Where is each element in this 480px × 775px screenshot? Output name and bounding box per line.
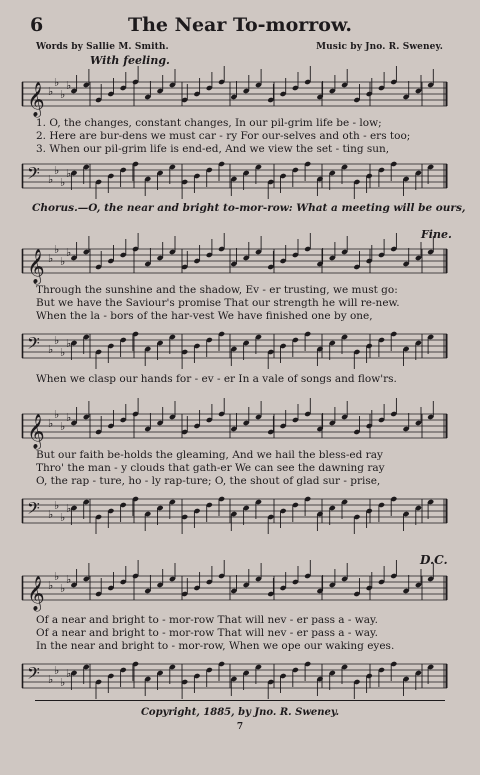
lyric-line-verse-3: O, the rap - ture, ho - ly rap-ture; O, the shout of glad sur - prise, bbox=[36, 475, 381, 487]
svg-text:♭: ♭ bbox=[60, 88, 66, 101]
svg-text:𝄢: 𝄢 bbox=[27, 333, 40, 357]
svg-text:𝄢: 𝄢 bbox=[27, 663, 40, 687]
song-title: The Near To-morrow. bbox=[127, 14, 353, 36]
bass-staff-system-2 bbox=[22, 330, 447, 363]
treble-staff-drawing bbox=[22, 243, 447, 284]
lyric-line-verse-2: 2. Here are bur-dens we must car - ry For our-selves and oth - ers too; bbox=[36, 130, 411, 142]
chorus-lyric-line: When we clasp our hands for - ev - er In a vale of songs and flow'rs. bbox=[36, 373, 397, 385]
svg-text:♭: ♭ bbox=[48, 673, 54, 686]
treble-staff-drawing bbox=[22, 76, 447, 117]
bass-staff-drawing bbox=[22, 330, 447, 363]
svg-text:♭: ♭ bbox=[54, 408, 60, 421]
svg-text:♭: ♭ bbox=[66, 502, 72, 515]
treble-staff-system-1 bbox=[22, 76, 447, 117]
svg-text:♭: ♭ bbox=[54, 499, 60, 512]
lyric-line-verse-2: But we have the Saviour's promise That our strength he will re-new. bbox=[36, 297, 400, 309]
bass-staff-drawing bbox=[22, 495, 447, 528]
svg-text:♭: ♭ bbox=[48, 417, 54, 430]
lyric-line-verse-1: Through the sunshine and the shadow, Ev - er trusting, we must go: bbox=[36, 284, 398, 296]
svg-text:♭: ♭ bbox=[48, 343, 54, 356]
svg-text:♭: ♭ bbox=[66, 411, 72, 424]
lyric-line-verse-1: But our faith be-holds the gleaming, And we hail the bless-ed ray bbox=[36, 449, 383, 461]
svg-text:♭: ♭ bbox=[54, 76, 60, 89]
svg-text:𝄞: 𝄞 bbox=[27, 82, 45, 117]
chorus-lyric-line bbox=[32, 202, 466, 214]
lyric-line-verse-1: Of a near and bright to - mor-row That will nev - er pass a - way. bbox=[36, 614, 378, 626]
svg-text:𝄞: 𝄞 bbox=[27, 249, 45, 284]
svg-text:♭: ♭ bbox=[48, 508, 54, 521]
svg-text:♭: ♭ bbox=[48, 85, 54, 98]
chorus-text: —O, the near and bright to-mor-row: What a meeting will be ours, bbox=[77, 202, 466, 214]
svg-text:♭: ♭ bbox=[66, 79, 72, 92]
bass-staff-system-3 bbox=[22, 495, 447, 528]
svg-text:♭: ♭ bbox=[60, 420, 66, 433]
treble-staff-drawing bbox=[22, 408, 447, 449]
svg-text:♭: ♭ bbox=[60, 582, 66, 595]
svg-text:♭: ♭ bbox=[60, 176, 66, 189]
svg-text:♭: ♭ bbox=[54, 243, 60, 256]
lyric-line-verse-3: 3. When our pil-grim life is end-ed, And we view the set - ting sun, bbox=[36, 143, 390, 155]
lyric-line-verse-3: When the la - bors of the har-vest We have finished one by one, bbox=[36, 310, 373, 322]
tempo-marking: With feeling. bbox=[90, 54, 170, 67]
music-credit: Music by Jno. R. Sweney. bbox=[316, 42, 443, 52]
dc-marking: D.C. bbox=[420, 553, 448, 567]
svg-text:♭: ♭ bbox=[54, 570, 60, 583]
svg-text:♭: ♭ bbox=[66, 337, 72, 350]
folio-number: 7 bbox=[236, 722, 244, 732]
svg-text:♭: ♭ bbox=[66, 573, 72, 586]
svg-text:𝄢: 𝄢 bbox=[27, 163, 40, 187]
svg-text:♭: ♭ bbox=[60, 676, 66, 689]
svg-text:♭: ♭ bbox=[66, 246, 72, 259]
svg-text:♭: ♭ bbox=[48, 579, 54, 592]
bass-staff-system-4 bbox=[22, 660, 447, 693]
chorus-label: Chorus. bbox=[32, 202, 78, 214]
svg-text:♭: ♭ bbox=[60, 346, 66, 359]
lyric-line-verse-1: 1. O, the changes, constant changes, In our pil-grim life be - low; bbox=[36, 117, 382, 129]
svg-text:♭: ♭ bbox=[60, 511, 66, 524]
treble-staff-drawing bbox=[22, 570, 447, 611]
svg-text:𝄞: 𝄞 bbox=[27, 414, 45, 449]
fine-marking: Fine. bbox=[421, 228, 452, 241]
lyric-line-verse-2: Of a near and bright to - mor-row That will nev - er pass a - way. bbox=[36, 627, 378, 639]
treble-staff-system-3 bbox=[22, 408, 447, 449]
svg-text:♭: ♭ bbox=[66, 667, 72, 680]
svg-text:𝄢: 𝄢 bbox=[27, 498, 40, 522]
copyright-notice: Copyright, 1885, by Jno. R. Sweney. bbox=[140, 707, 340, 718]
bass-staff-drawing bbox=[22, 660, 447, 693]
svg-text:♭: ♭ bbox=[54, 664, 60, 677]
lyric-line-verse-2: Thro' the man - y clouds that gath-er We can see the dawning ray bbox=[36, 462, 385, 474]
lyric-line-verse-3: In the near and bright to - mor-row, When we ope our waking eyes. bbox=[36, 640, 395, 652]
svg-text:♭: ♭ bbox=[54, 334, 60, 347]
svg-text:𝄞: 𝄞 bbox=[27, 576, 45, 611]
svg-text:♭: ♭ bbox=[48, 252, 54, 265]
treble-staff-system-2 bbox=[22, 243, 447, 284]
svg-text:♭: ♭ bbox=[66, 167, 72, 180]
page-number: 6 bbox=[30, 14, 44, 36]
svg-text:♭: ♭ bbox=[54, 164, 60, 177]
words-credit: Words by Sallie M. Smith. bbox=[36, 42, 169, 52]
svg-text:♭: ♭ bbox=[48, 173, 54, 186]
bass-staff-system-1 bbox=[22, 160, 447, 193]
treble-staff-system-4 bbox=[22, 570, 447, 611]
footer-rule bbox=[35, 700, 445, 701]
bass-staff-drawing bbox=[22, 160, 447, 193]
svg-text:♭: ♭ bbox=[60, 255, 66, 268]
